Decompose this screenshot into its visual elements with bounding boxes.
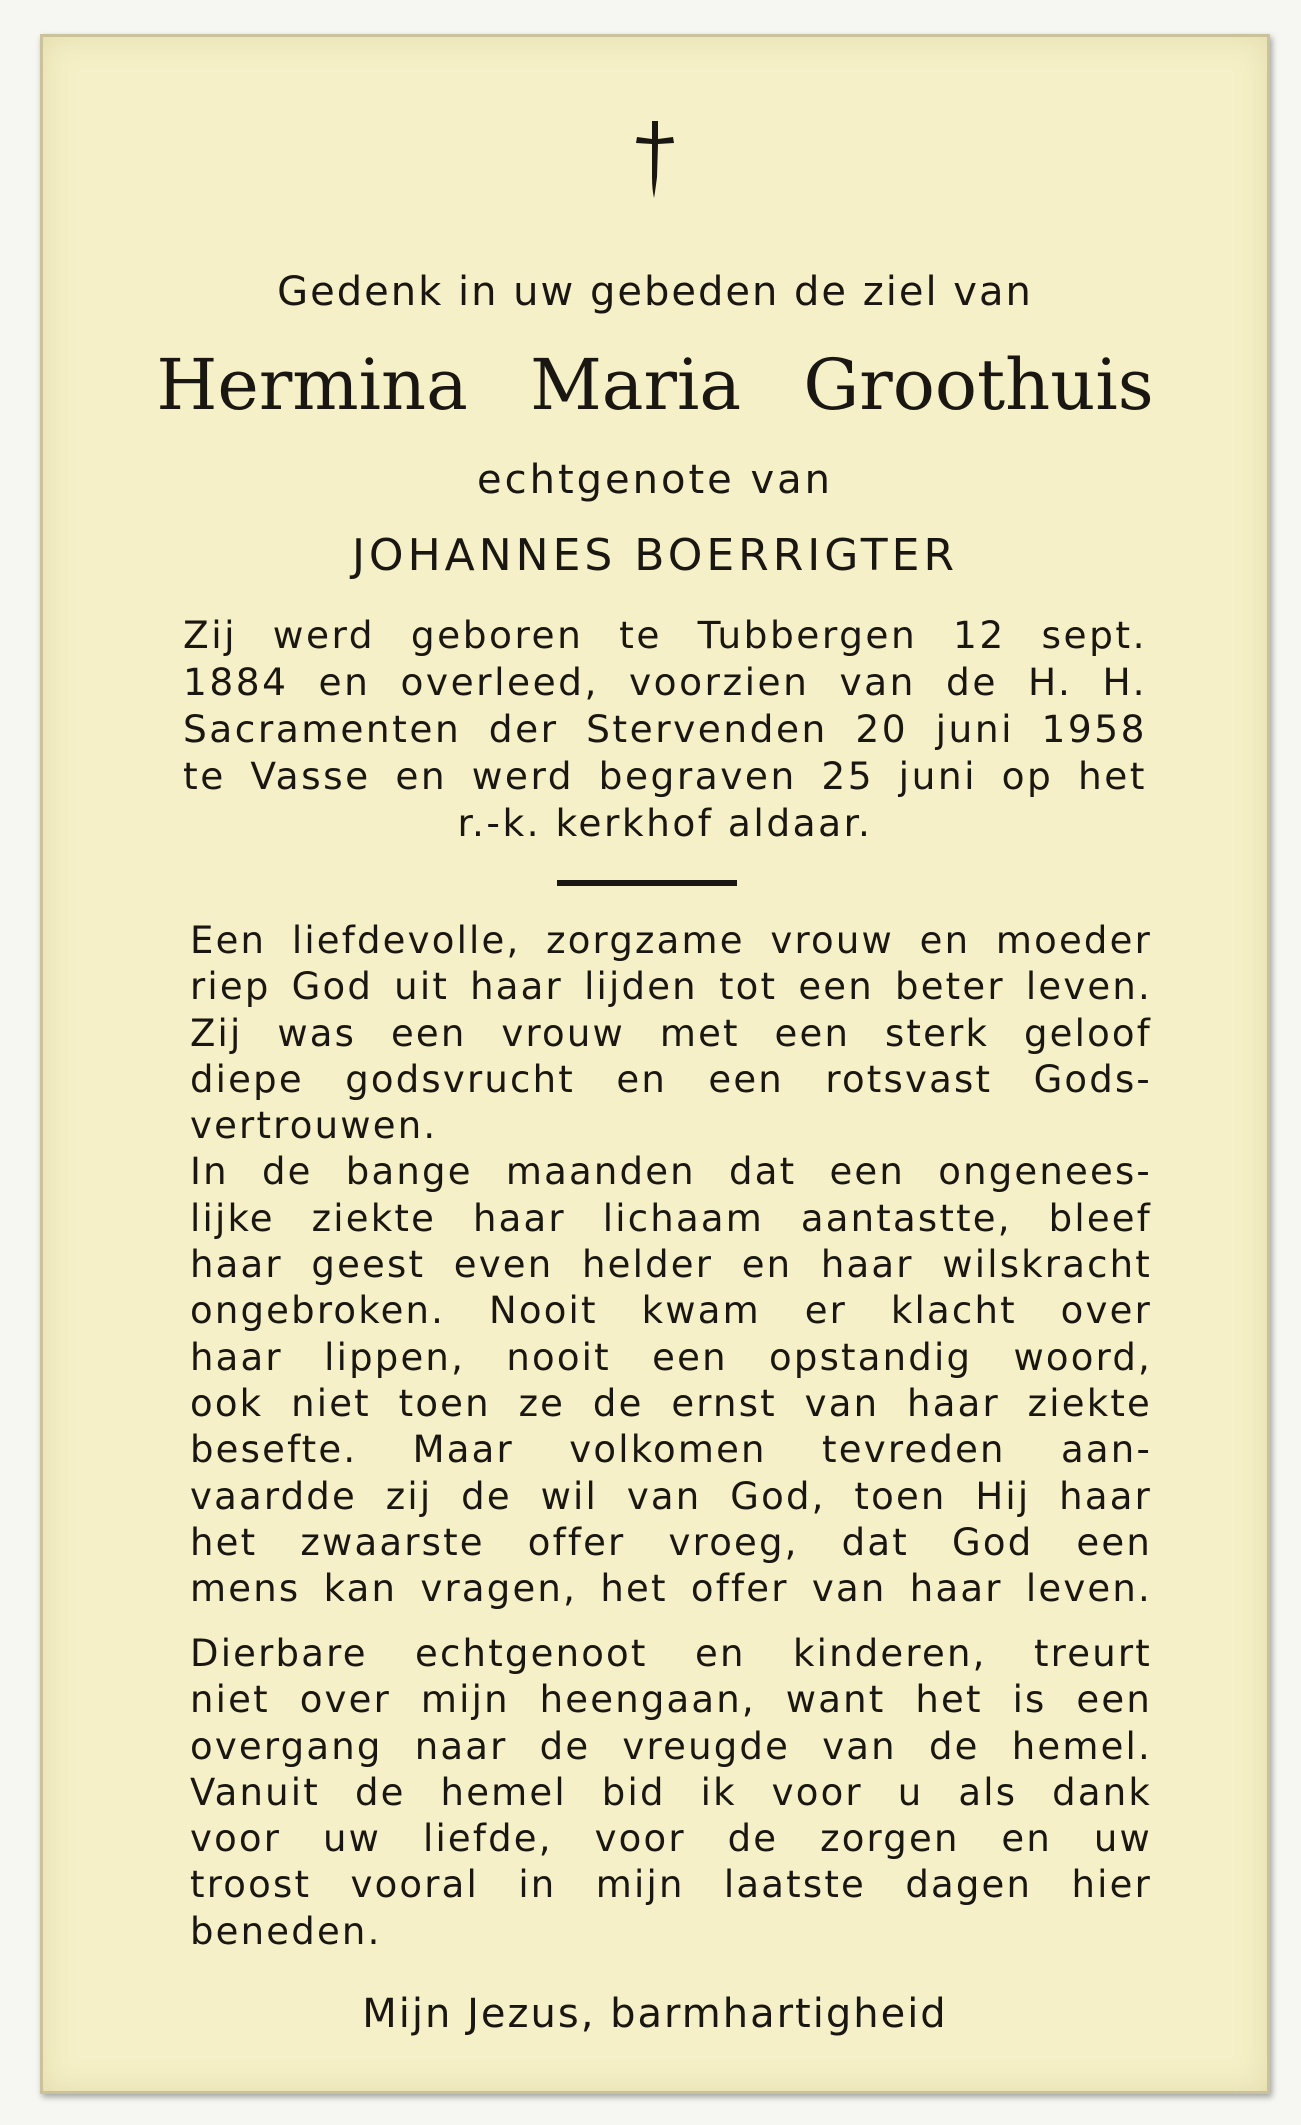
- biography: [183, 612, 1147, 847]
- text-line: troost vooral in mijn laatste dagen hier: [190, 1863, 1152, 1907]
- text-line: Een liefdevolle, zorgzame vrouw en moeder: [190, 919, 1152, 962]
- text-line: voor uw liefde, voor de zorgen en uw: [190, 1817, 1152, 1861]
- memorial-card: [40, 34, 1270, 2094]
- bio-line: r.-k. kerkhof aldaar.: [457, 801, 873, 845]
- text-line: overgang naar de vreugde van de hemel.: [190, 1724, 1152, 1768]
- bio-line: 1884 en overleed, voorzien van de H. H.: [183, 660, 1147, 704]
- text-line: lijke ziekte haar lichaam aantastte, bleef: [190, 1196, 1152, 1240]
- text-line: het zwaarste offer vroeg, dat God een: [190, 1520, 1152, 1564]
- text-line: ook niet toen ze de ernst van haar ziekte: [190, 1381, 1152, 1425]
- text-line: haar lippen, nooit een opstandig woord,: [190, 1335, 1152, 1379]
- intro-text: Gedenk in uw gebeden de ziel van: [277, 269, 1033, 315]
- text-line: haar geest even helder en haar wilskracht: [190, 1243, 1152, 1287]
- spouse-intro: echtgenote van: [476, 457, 833, 503]
- latin-cross-icon: [43, 119, 1267, 199]
- text-line: Zij was een vrouw met een sterk geloof: [190, 1011, 1152, 1055]
- text-line: beneden.: [190, 1909, 382, 1953]
- text-line: In de bange maanden dat een ongenees-: [190, 1150, 1152, 1194]
- text-line: besefte. Maar volkomen tevreden aan-: [190, 1428, 1152, 1472]
- closing-prayer: Mijn Jezus, barmhartigheid: [362, 1991, 948, 2037]
- text-line: Vanuit de hemel bid ik voor u als dank: [190, 1770, 1152, 1814]
- bio-line: Sacramenten der Stervenden 20 juni 1958: [183, 707, 1147, 751]
- text-line: Dierbare echtgenoot en kinderen, treurt: [190, 1632, 1152, 1675]
- text-line: riep God uit haar lijden tot een beter leven.: [190, 965, 1152, 1009]
- text-line: vaardde zij de wil van God, toen Hij haar: [190, 1474, 1152, 1518]
- farewell-paragraph: [190, 1631, 1152, 1955]
- spouse-name: JOHANNES BOERRIGTER: [351, 530, 959, 581]
- deceased-name: Hermina Maria Groothuis: [156, 344, 1154, 426]
- tribute-paragraph: [190, 918, 1152, 1612]
- text-line: ongebroken. Nooit kwam er klacht over: [190, 1289, 1152, 1333]
- text-line: niet over mijn heengaan, want het is een: [190, 1678, 1152, 1722]
- text-line: mens kan vragen, het offer van haar leven.: [190, 1567, 1152, 1611]
- bio-line: Zij werd geboren te Tubbergen 12 sept.: [183, 613, 1147, 657]
- divider-rule: [557, 880, 737, 886]
- text-line: vertrouwen.: [190, 1104, 438, 1148]
- bio-line: te Vasse en werd begraven 25 juni op het: [183, 754, 1147, 798]
- text-line: diepe godsvrucht en een rotsvast Gods-: [190, 1057, 1152, 1101]
